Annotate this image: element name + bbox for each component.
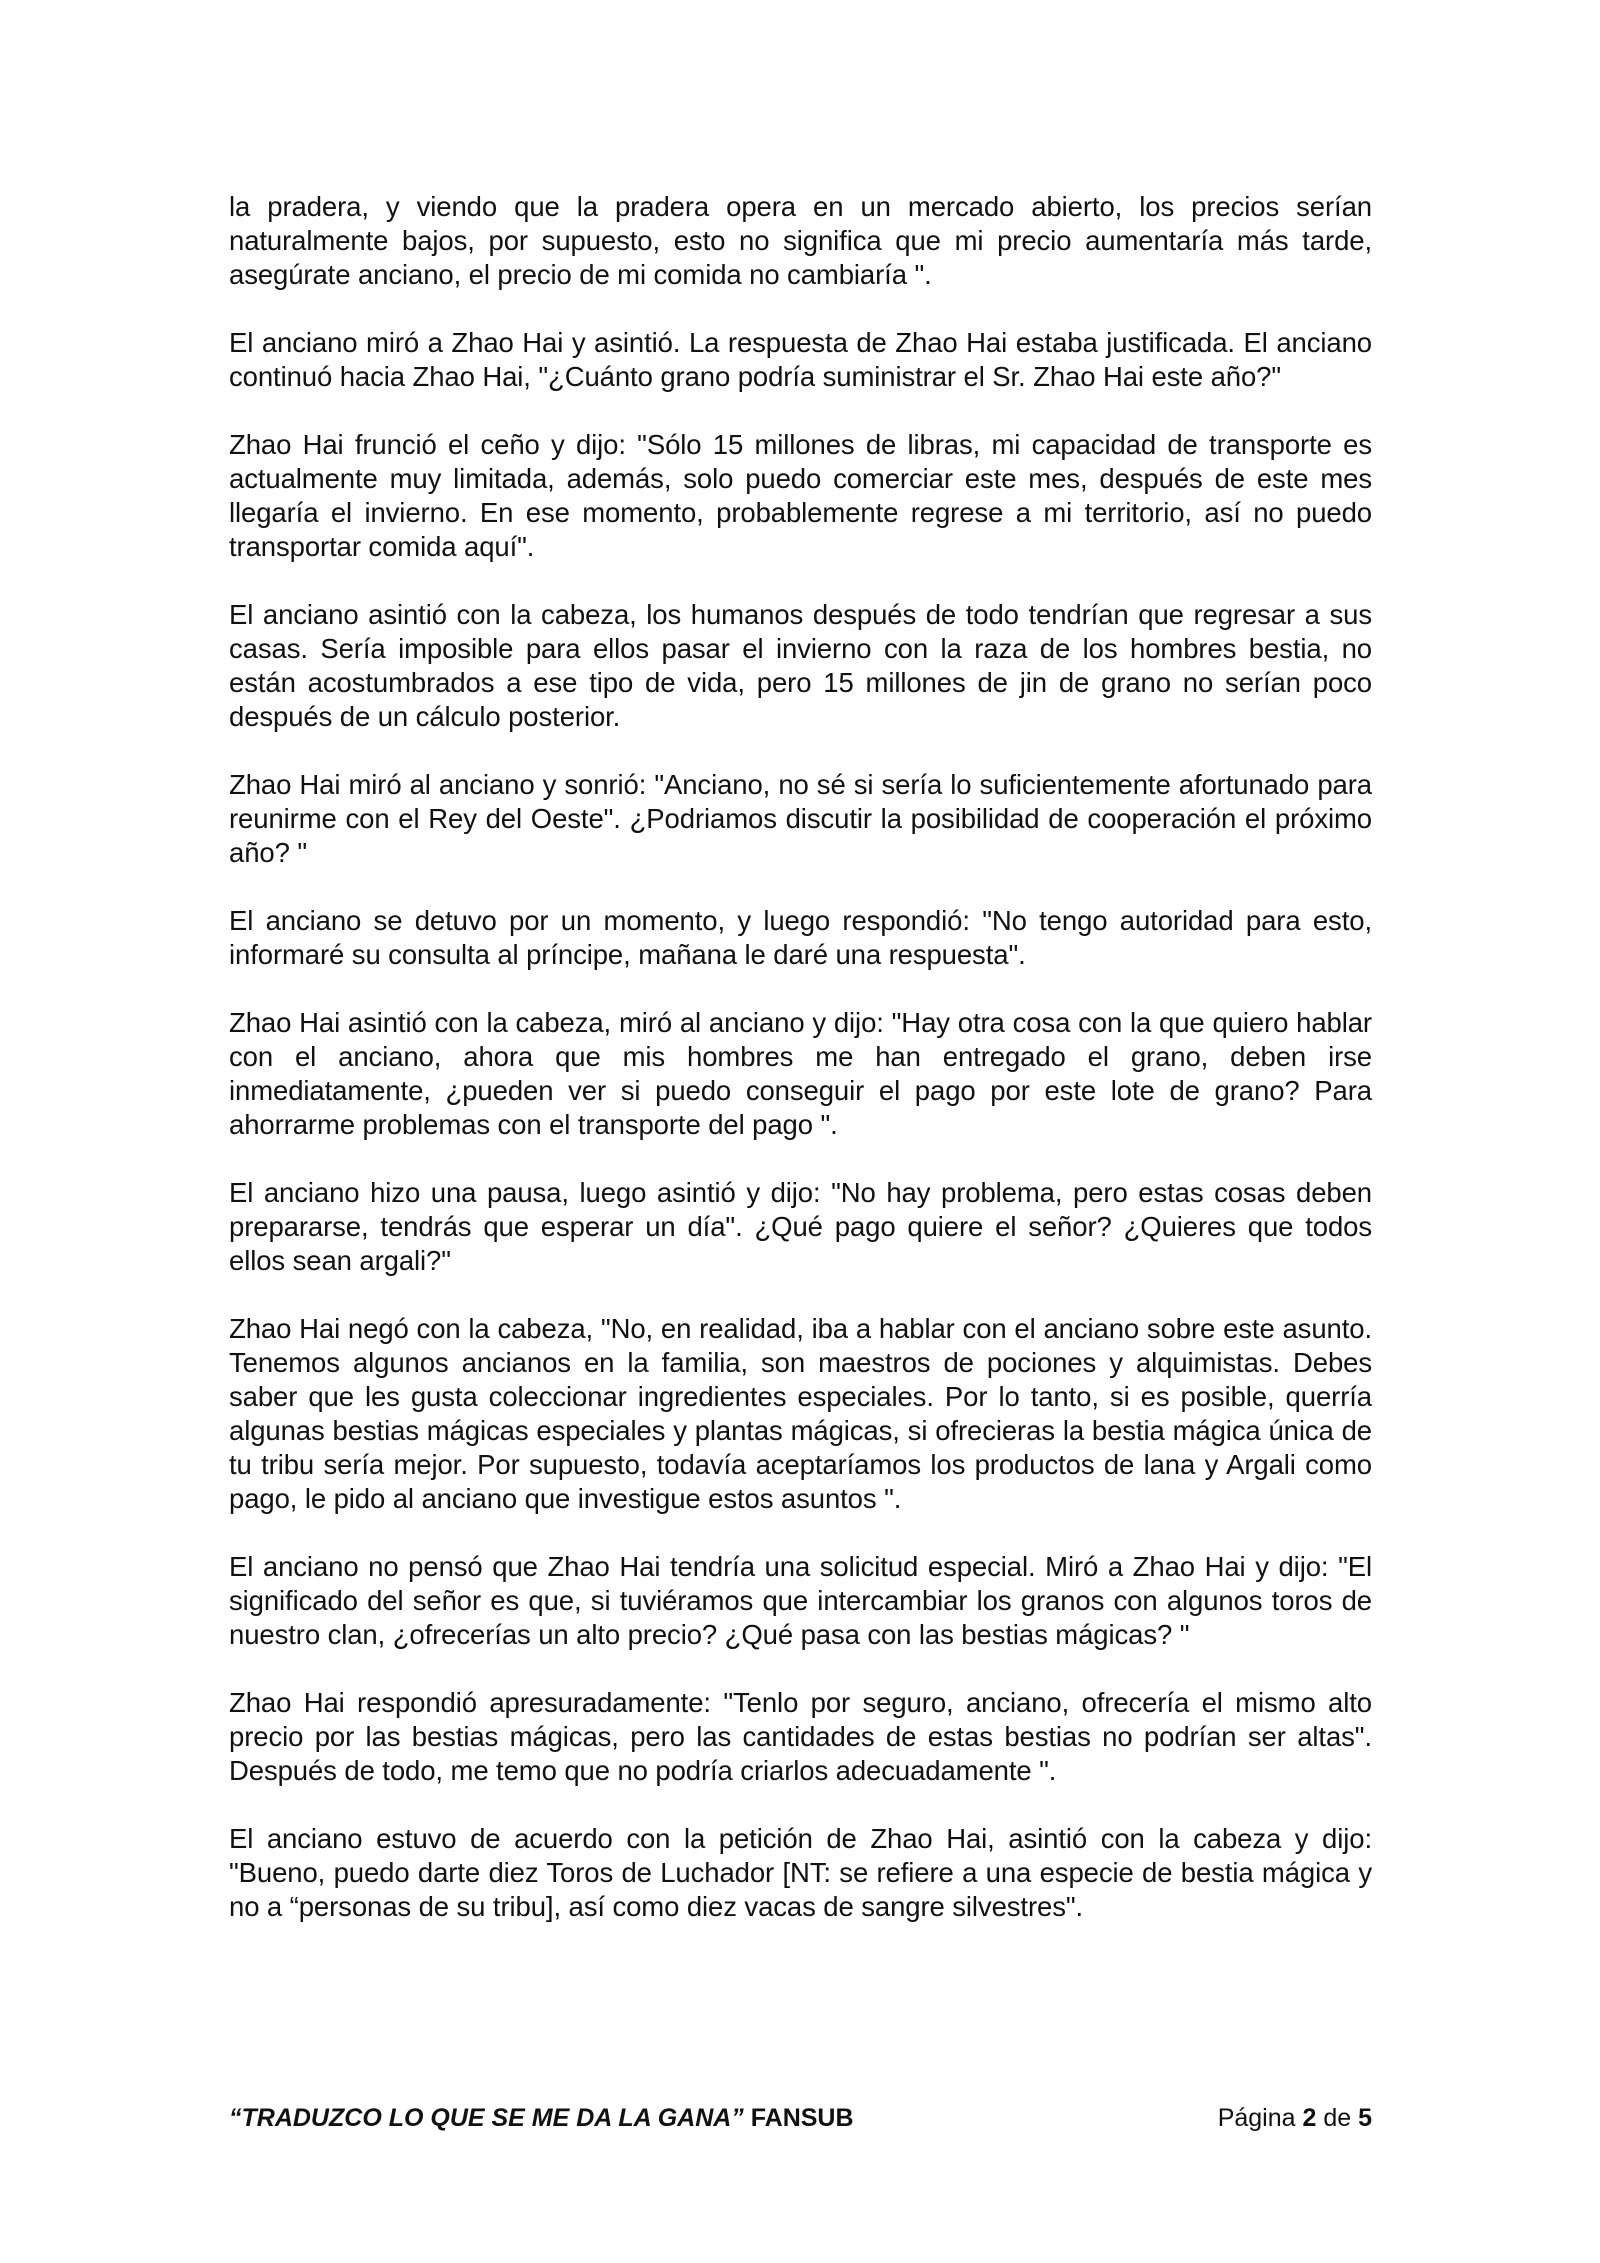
footer-fansub-title: [229, 2098, 854, 2138]
paragraph: El anciano no pensó que Zhao Hai tendría una solicitud especial. Miró a Zhao Hai y dijo: "El significado del señor es que, si tuviéramos que intercambiar los granos con algunos toros de nuestro clan, ¿ofrecerías un alto precio? ¿Qué pasa con las bestias mágicas? ": [229, 1551, 1372, 1650]
footer-page-word: Página: [1217, 2104, 1303, 2132]
paragraph: Zhao Hai asintió con la cabeza, miró al anciano y dijo: "Hay otra cosa con la que quiero hablar con el anciano, ahora que mis hombres me han entregado el grano, deben irse inmediatamente, ¿pueden ver si puedo conseguir el pago por este lote de grano? Para ahorrarme problemas con el transporte del pago ".: [229, 1007, 1372, 1140]
footer-page-number: [1218, 2098, 1372, 2138]
paragraph: Zhao Hai miró al anciano y sonrió: "Anciano, no sé si sería lo suficientemente afortunado para reunirme con el Rey del Oeste". ¿Podriamos discutir la posibilidad de cooperación el próximo año? ": [229, 769, 1372, 868]
paragraph: El anciano se detuvo por un momento, y luego respondió: "No tengo autoridad para esto, informaré su consulta al príncipe, mañana le daré una respuesta".: [229, 905, 1372, 970]
page-footer: [229, 2098, 1372, 2138]
footer-title-suffix: FANSUB: [743, 2104, 854, 2132]
footer-title-quoted: “TRADUZCO LO QUE SE ME DA LA GANA”: [229, 2104, 744, 2132]
paragraph: El anciano miró a Zhao Hai y asintió. La respuesta de Zhao Hai estaba justificada. El anciano continuó hacia Zhao Hai, "¿Cuánto grano podría suministrar el Sr. Zhao Hai este año?": [229, 327, 1372, 392]
paragraph: El anciano estuvo de acuerdo con la petición de Zhao Hai, asintió con la cabeza y dijo: "Bueno, puedo darte diez Toros de Luchador [NT: se refiere a una especie de bestia mágica y no a “personas de su tribu], así como diez vacas de sangre silvestres".: [229, 1823, 1372, 1922]
paragraph: El anciano hizo una pausa, luego asintió y dijo: "No hay problema, pero estas cosas deben prepararse, tendrás que esperar un día". ¿Qué pago quiere el señor? ¿Quieres que todos ellos sean argali?": [229, 1177, 1372, 1276]
document-body: [229, 190, 1372, 1958]
paragraph: Zhao Hai negó con la cabeza, "No, en realidad, iba a hablar con el anciano sobre este asunto. Tenemos algunos ancianos en la familia, son maestros de pociones y alquimistas. Debes saber que les gusta coleccionar ingredientes especiales. Por lo tanto, si es posible, querría algunas bestias mágicas especiales y plantas mágicas, si ofrecieras la bestia mágica única de tu tribu sería mejor. Por supuesto, todavía aceptaríamos los productos de lana y Argali como pago, le pido al anciano que investigue estos asuntos ".: [229, 1313, 1372, 1514]
paragraph: El anciano asintió con la cabeza, los humanos después de todo tendrían que regresar a sus casas. Sería imposible para ellos pasar el invierno con la raza de los hombres bestia, no están acostumbrados a ese tipo de vida, pero 15 millones de jin de grano no serían poco después de un cálculo posterior.: [229, 599, 1372, 732]
footer-page-total: 5: [1358, 2104, 1372, 2132]
paragraph: Zhao Hai respondió apresuradamente: "Tenlo por seguro, anciano, ofrecería el mismo alto precio por las bestias mágicas, pero las cantidades de estas bestias no podrían ser altas". Después de todo, me temo que no podría criarlos adecuadamente ".: [229, 1687, 1372, 1786]
paragraph: Zhao Hai frunció el ceño y dijo: "Sólo 15 millones de libras, mi capacidad de transporte es actualmente muy limitada, además, solo puedo comerciar este mes, después de este mes llegaría el invierno. En ese momento, probablemente regrese a mi territorio, así no puedo transportar comida aquí".: [229, 429, 1372, 562]
footer-page-current: 2: [1302, 2104, 1317, 2132]
paragraph: la pradera, y viendo que la pradera opera en un mercado abierto, los precios serían naturalmente bajos, por supuesto, esto no significa que mi precio aumentaría más tarde, asegúrate anciano, el precio de mi comida no cambiaría ".: [229, 191, 1372, 290]
footer-page-of: de: [1316, 2104, 1359, 2132]
